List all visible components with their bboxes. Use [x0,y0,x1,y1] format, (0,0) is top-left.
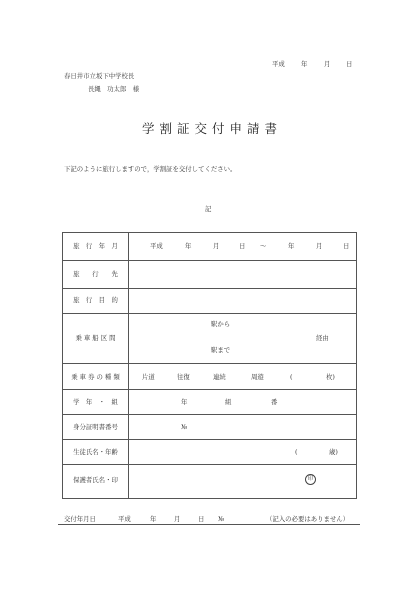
header-date-day: 日 [346,60,353,68]
row-divider [63,464,356,465]
header-date-month: 月 [324,60,331,68]
footer-month: 月 [174,515,181,523]
row-divider [63,439,356,440]
row-divider [63,313,356,314]
travel-date-label: 旅 行 年 月 [73,242,118,250]
travel-date-year-1: 年 [185,242,192,250]
footer-underline [58,524,360,525]
travel-date-day-2: 日 [343,242,350,250]
footer-year: 年 [150,515,157,523]
page-title: 学割証交付申請書 [141,121,283,136]
footer-era: 平成 [118,515,131,523]
ticket-count-paren-open: ( [290,373,293,381]
student-age-unit: 歳) [329,448,338,456]
header-date-era: 平成 [272,60,285,68]
travel-date-month-1: 月 [213,242,220,250]
row-divider [63,260,356,261]
guardian-label: 保護者氏名・印 [73,476,118,484]
label-column-divider [128,233,129,498]
purpose-label: 旅 行 目 的 [73,296,118,304]
class-grade: 年 [181,398,188,406]
student-label: 生徒氏名・年齢 [73,448,118,456]
seal-icon: 印 [305,474,316,485]
class-label: 学 年 ・ 組 [73,398,118,406]
footer-issue-label: 交付年月日 [64,515,96,523]
travel-date-day-1: 日 [239,242,246,250]
id-number-no-mark: № [181,423,188,431]
travel-date-tilde: 〜 [260,242,267,250]
addressee-name: 長縄 功太郎 様 [88,85,140,93]
ticket-option-oneway: 片道 [142,373,155,381]
footer-day: 日 [198,515,205,523]
route-via: 経由 [316,334,329,342]
addressee-school: 春日井市立坂下中学校長 [64,72,135,80]
ki-mark: 記 [205,205,212,213]
row-divider [63,389,356,390]
student-age-paren-open: ( [295,448,298,456]
ticket-option-continuous: 連続 [213,373,226,381]
route-to: 駅まで [211,346,231,354]
route-label: 乗 車 船 区 間 [75,334,116,342]
class-number: 番 [271,398,278,406]
row-divider [63,363,356,364]
row-divider [63,414,356,415]
route-from: 駅から [211,320,231,328]
header-date-year: 年 [301,60,308,68]
ticket-count-unit: 枚) [326,373,335,381]
intro-text: 下記のように旅行しますので，学割証を交付してください。 [64,165,237,173]
travel-date-year-2: 年 [288,242,295,250]
id-number-label: 身分証明書番号 [73,423,118,431]
footer-no-mark: № [218,515,225,523]
ticket-option-circular: 周遊 [251,373,264,381]
destination-label: 旅 行 先 [73,270,118,278]
application-table [62,232,357,499]
ticket-option-roundtrip: 往復 [177,373,190,381]
ticket-type-label: 乗 車 券 の 種 類 [71,373,120,381]
footer-note: （記入の必要はありません） [266,515,350,523]
travel-date-month-2: 月 [316,242,323,250]
travel-date-era: 平成 [150,242,163,250]
row-divider [63,288,356,289]
class-group: 組 [225,398,232,406]
